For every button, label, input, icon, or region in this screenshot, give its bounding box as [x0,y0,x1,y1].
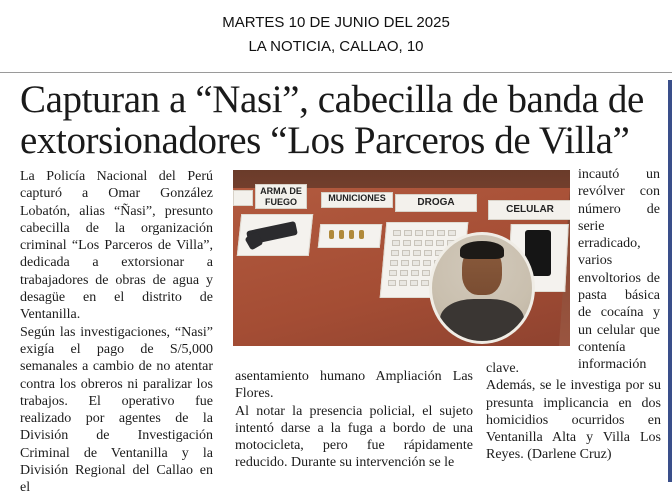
photo-tag-partial [233,190,253,206]
suspect-shirt [440,299,524,344]
drug-packet [413,250,421,256]
drug-packet [389,270,397,276]
paragraph: asentamiento humano Ampliación Las Flores. [235,369,473,402]
photo-tag-weapon: ARMA DE FUEGO [255,184,307,209]
drug-packet [436,240,444,246]
newspaper-date: MARTES 10 DE JUNIO DEL 2025 [222,14,450,31]
drug-packet [414,240,422,246]
header-divider [0,72,672,73]
paragraph: Al notar la presencia policial, el sujeto intentó darse a la fuga a bordo de una motocicleta, pero fue rápidamente reducido. Durante su intervención se le [235,403,473,471]
suspect-portrait [429,232,535,344]
drug-packet [421,280,429,286]
drug-packet [426,230,434,236]
suspect-hair [460,241,504,259]
page-edge-bar [668,80,672,482]
headline-line-1: Capturan a “Nasi”, cabecilla de banda de [20,78,644,121]
paragraph: clave. [486,361,520,376]
drug-packet [393,230,401,236]
photo-tag-drugs: DROGA [395,194,477,212]
paragraph: Además, se le investiga por su presunta implicancia en dos homicidios ocurridos en Ventanilla Alta y Villa Los Reyes. (Darlene Cruz) [486,378,661,463]
drug-packet [422,270,430,276]
article-column-3-top: incautó un revólver con número de serie erradicado, varios envoltorios de pasta básica de cocaína y un celular que contenía información [578,167,660,373]
drug-packet [425,240,433,246]
drug-packet [423,260,431,266]
drug-packet [424,250,432,256]
headline-line-2: extorsionadores “Los Parceros de Villa” [20,119,630,162]
drug-packet [400,270,408,276]
article-column-2 [235,368,473,472]
evidence-photo [233,170,570,346]
bullet-icon [339,230,344,239]
photo-tag-phone: CELULAR [488,200,570,220]
drug-packet [388,280,396,286]
bullet-icon [359,230,364,239]
drug-packet [415,230,423,236]
drug-packet [412,260,420,266]
drug-packet [399,280,407,286]
drug-packet [448,230,456,236]
photo-tag-ammunition: MUNICIONES [321,192,393,208]
drug-packet [401,260,409,266]
bullet-icon [329,230,334,239]
drug-packet [403,240,411,246]
drug-packet [410,280,418,286]
drug-packet [391,250,399,256]
drug-packet [402,250,410,256]
article-column-3-bottom [486,360,661,464]
drug-packet [404,230,412,236]
article-headline [20,79,665,161]
bullet-icon [349,230,354,239]
drug-packet [392,240,400,246]
paragraph: La Policía Nacional del Perú capturó a Omar González Lobatón, alias “Ñasi”, presunto cabecilla de la organización criminal “Los Parceros de Villa”, dedicada a extorsionar a trabajadores de obras de agua y desagüe en el distrito de Ventanilla. [20,169,213,323]
newspaper-section: LA NOTICIA, CALLAO, 10 [248,38,424,55]
drug-packet [390,260,398,266]
article-column-1 [20,168,213,497]
drug-packet [437,230,445,236]
paragraph: Según las investigaciones, “Nasi” exigía el pago de S/5,000 semanales a cambio de no atentar contra los obreros ni paralizar los trabajos. El operativo fue realizado por agentes de la División de Investigación Criminal de Ventanilla y la División Regional del Callao en el [20,324,213,496]
drug-packet [411,270,419,276]
